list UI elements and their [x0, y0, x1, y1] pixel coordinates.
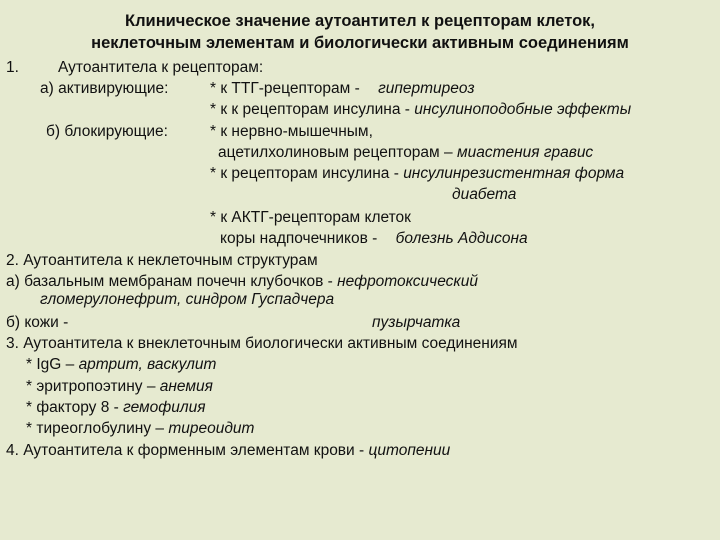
section2-item-b-effect: пузырчатка — [372, 314, 461, 331]
item-effect: артрит, васкулит — [78, 356, 217, 373]
section3-item-3 — [26, 398, 206, 418]
section2-item-a — [6, 272, 478, 292]
slide-title — [0, 10, 720, 54]
title-line-2: неклеточным элементам и биологически активным соединениям — [91, 34, 629, 52]
title-line-1: Клиническое значение аутоантител к рецепторам клеток, — [125, 12, 595, 30]
item-target: * фактору 8 - — [26, 399, 119, 416]
activating-label: а) активирующие: — [40, 80, 169, 97]
item-target: а) базальным мембранам почечн клубочков - — [6, 273, 333, 290]
section2-heading: 2. Аутоантитела к неклеточным структурам — [6, 252, 318, 269]
item-effect: гипертиреоз — [378, 80, 475, 97]
item-effect: гемофилия — [123, 399, 206, 416]
item-effect: инсулиноподобные эффекты — [414, 101, 632, 118]
item-effect: цитопении — [368, 442, 451, 459]
item-effect: анемия — [159, 378, 213, 395]
section3-item-4 — [26, 419, 254, 439]
activating-item-1 — [210, 79, 475, 99]
item-target: 4. Аутоантитела к форменным элементам крови - — [6, 442, 365, 459]
item-target: коры надпочечников - — [220, 230, 378, 247]
item-target: * к к рецепторам инсулина - — [210, 101, 410, 118]
item-target: ацетилхолиновым рецепторам – — [218, 144, 453, 161]
blocking-item-2 — [210, 164, 624, 184]
section3-heading: 3. Аутоантитела к внеклеточным биологически активным соединениям — [6, 335, 518, 352]
blocking-item-1-line-1: * к нервно-мышечным, — [210, 123, 373, 140]
activating-item-2 — [210, 100, 631, 120]
section3-item-2 — [26, 377, 213, 397]
item-effect: болезнь Аддисона — [395, 230, 528, 247]
blocking-item-3-line-1: * к АКТГ-рецепторам клеток — [210, 209, 411, 226]
item-target: * к ТТГ-рецепторам - — [210, 80, 360, 97]
section3-item-1 — [26, 355, 216, 375]
item-effect: нефротоксический — [337, 273, 478, 290]
section2-item-b-target: б) кожи - — [6, 314, 69, 331]
item-effect: инсулинрезистентная форма — [403, 165, 625, 182]
item-target: * эритропоэтину – — [26, 378, 156, 395]
item-target: * IgG – — [26, 356, 75, 373]
blocking-item-1-line-2 — [218, 143, 593, 163]
section1-number: 1. — [6, 59, 19, 76]
section4-heading — [6, 441, 450, 461]
item-target: * тиреоглобулину – — [26, 420, 164, 437]
section2-item-a-effect-line-2: гломерулонефрит, синдром Гуспадчера — [40, 291, 335, 308]
section1-heading: Аутоантитела к рецепторам: — [58, 59, 264, 76]
item-target: * к рецепторам инсулина - — [210, 165, 399, 182]
item-effect: тиреоидит — [168, 420, 255, 437]
item-effect: миастения гравис — [456, 144, 594, 161]
blocking-label: б) блокирующие: — [46, 123, 168, 140]
blocking-item-2-effect-line-2: диабета — [452, 186, 517, 203]
blocking-item-3-line-2 — [220, 229, 528, 249]
